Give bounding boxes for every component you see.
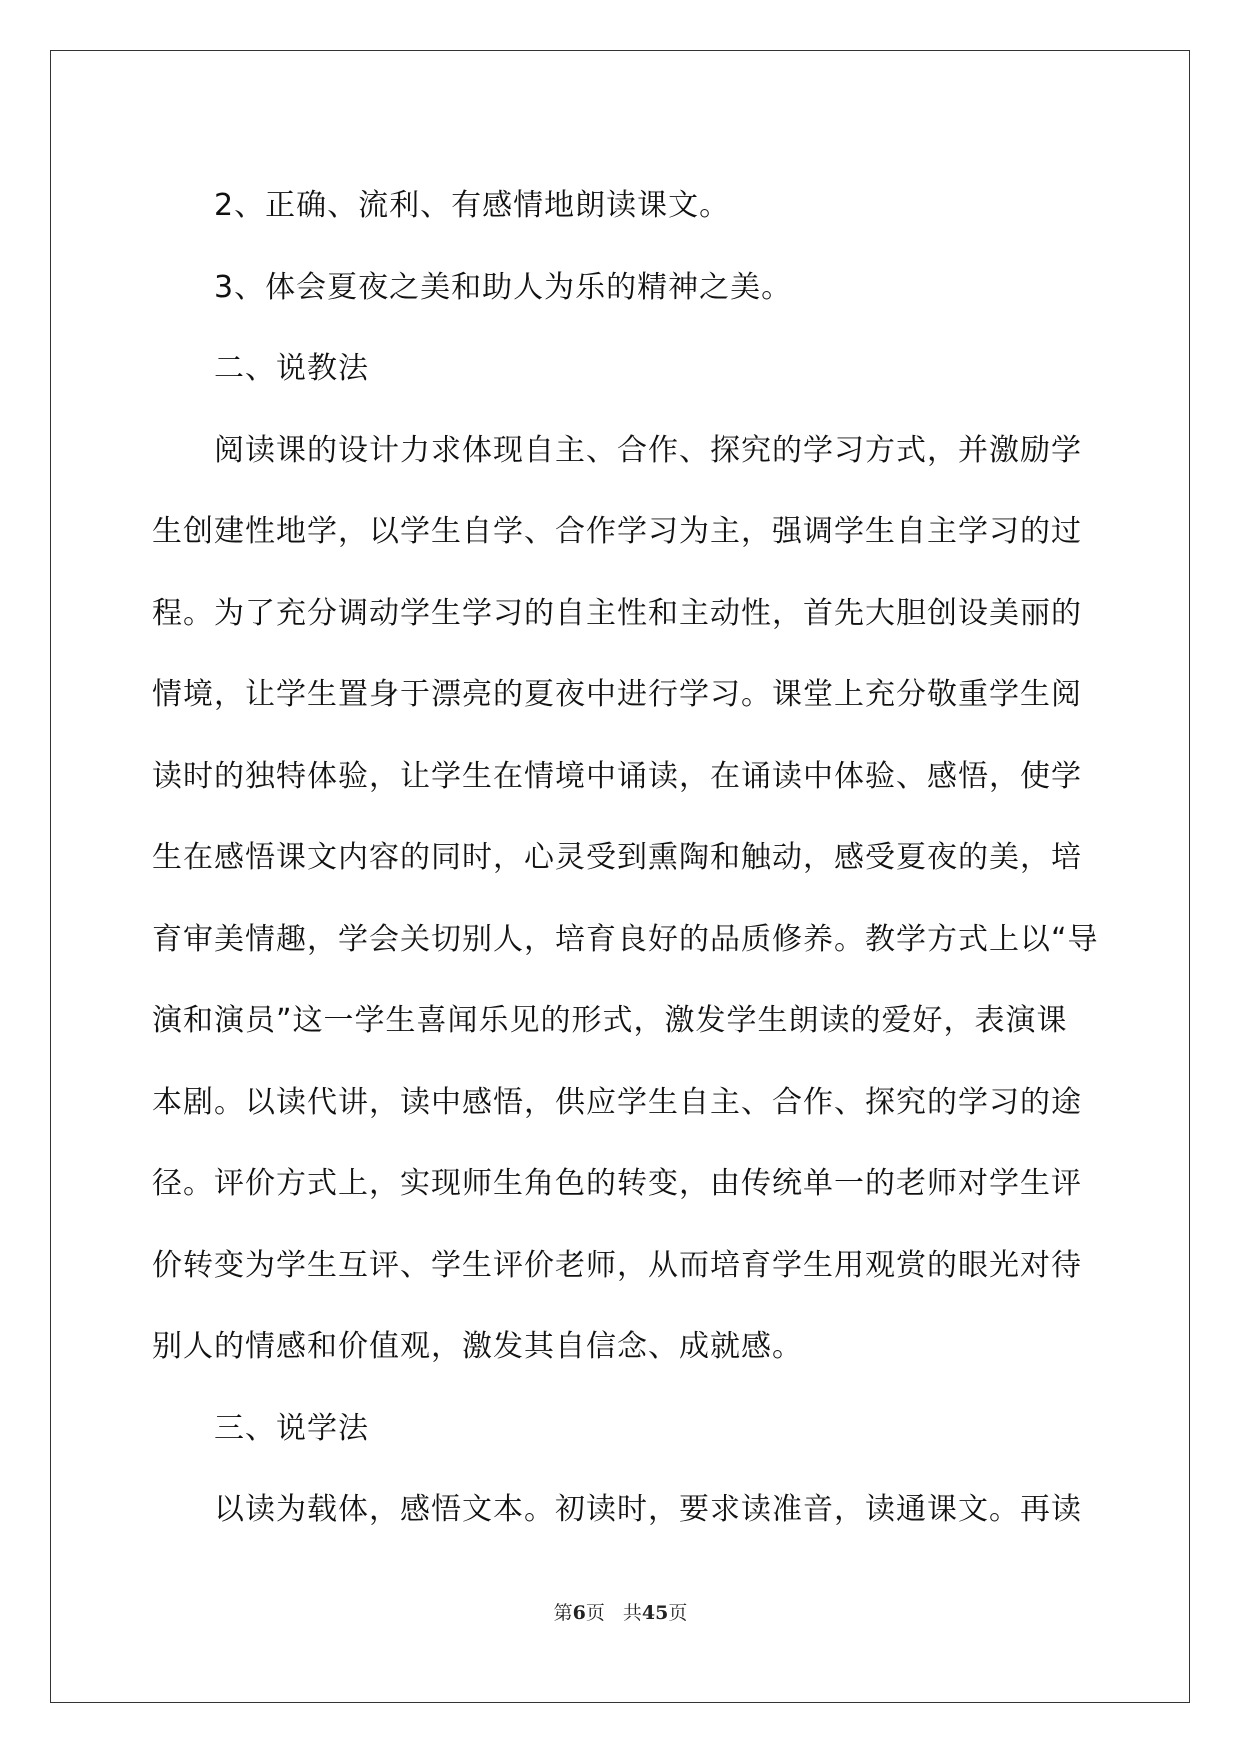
text-line: 阅读课的设计力求体现自主、合作、探究的学习方式，并激励学 xyxy=(214,432,1082,468)
text-line: 价转变为学生互评、学生评价老师，从而培育学生用观赏的眼光对待 xyxy=(152,1247,1082,1283)
page-footer xyxy=(0,1598,1241,1625)
text-line: 情境，让学生置身于漂亮的夏夜中进行学习。课堂上充分敬重学生阅 xyxy=(152,677,1082,712)
text-line: 生在感悟课文内容的同时，心灵受到熏陶和触动，感受夏夜的美，培 xyxy=(152,840,1082,875)
section-heading xyxy=(152,1388,1092,1470)
text-line: 别人的情感和价值观，激发其自信念、成就感。 xyxy=(152,1329,803,1364)
text-line: 读时的独特体验，让学生在情境中诵读，在诵读中体验、感悟，使学 xyxy=(152,758,1082,794)
text-line: 3、体会夏夜之美和助人为乐的精神之美。 xyxy=(214,269,793,305)
section-heading xyxy=(152,328,1092,410)
text-line: 三、说学法 xyxy=(214,1410,369,1446)
paragraph xyxy=(152,1469,1092,1551)
list-item xyxy=(152,247,1092,329)
footer-total-prefix: 共 xyxy=(622,1602,642,1624)
footer-page-number: 6 xyxy=(572,1602,586,1624)
footer-total-pages: 45 xyxy=(641,1602,669,1624)
document-body xyxy=(152,165,1099,1551)
footer-prefix: 第 xyxy=(553,1602,573,1624)
footer-page-suffix: 页 xyxy=(585,1602,605,1624)
text-line: 生创建性地学，以学生自学、合作学习为主，强调学生自主学习的过 xyxy=(152,514,1082,549)
text-line: 以读为载体，感悟文本。初读时，要求读准音，读通课文。再读 xyxy=(214,1492,1082,1527)
text-line: 二、说教法 xyxy=(214,351,369,386)
paragraph xyxy=(152,410,1099,1388)
text-line: 本剧。以读代讲，读中感悟，供应学生自主、合作、探究的学习的途 xyxy=(152,1084,1082,1120)
text-line: 2、正确、流利、有感情地朗读课文。 xyxy=(214,188,731,223)
text-line: 径。评价方式上，实现师生角色的转变，由传统单一的老师对学生评 xyxy=(152,1166,1082,1201)
text-line: 演和演员”这一学生喜闻乐见的形式，激发学生朗读的爱好，表演课 xyxy=(152,1003,1068,1038)
text-line: 育审美情趣，学会关切别人，培育良好的品质修养。教学方式上以“导 xyxy=(152,921,1099,957)
text-line: 程。为了充分调动学生学习的自主性和主动性，首先大胆创设美丽的 xyxy=(152,595,1082,631)
list-item xyxy=(152,165,1092,247)
footer-total-suffix: 页 xyxy=(668,1602,688,1624)
